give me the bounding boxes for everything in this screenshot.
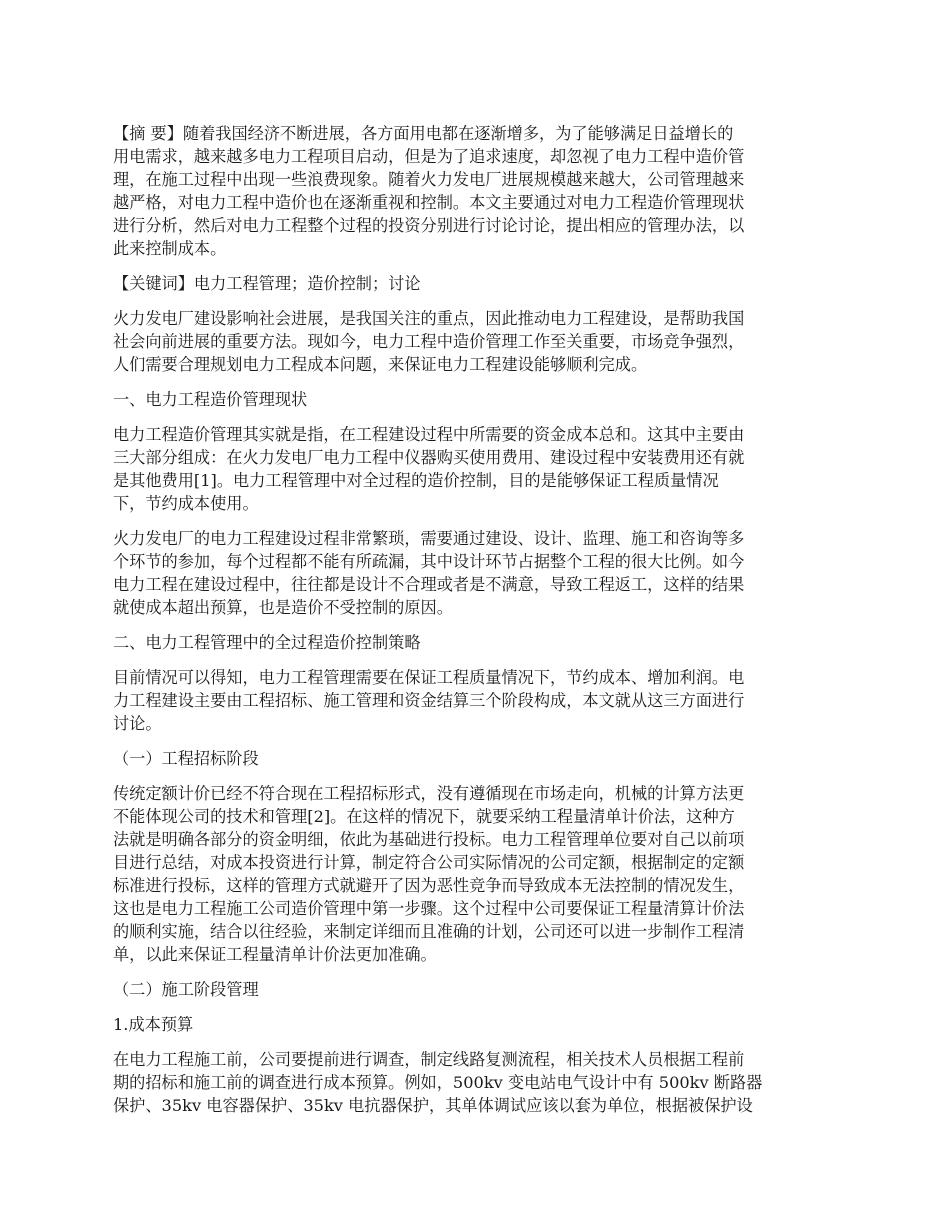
section-1-paragraph-2 bbox=[113, 527, 841, 619]
body-line: 力工程建设主要由工程招标、施工管理和资金结算三个阶段构成，本文就从这三方面进行 bbox=[113, 691, 745, 710]
intro-line: 火力发电厂建设影响社会进展，是我国关注的重点，因此推动电力工程建设，是帮助我国 bbox=[113, 309, 745, 328]
abstract-line: 越严格，对电力工程中造价也在逐渐重视和控制。本文主要通过对电力工程造价管理现状 bbox=[113, 193, 745, 212]
body-line: 保护、35kv 电容器保护、35kv 电抗器保护，其单体调试应该以套为单位，根据被保护设 bbox=[113, 1096, 753, 1115]
item-1-paragraph bbox=[113, 1048, 841, 1117]
intro-paragraph bbox=[113, 307, 841, 376]
body-line: 电力工程造价管理其实就是指，在工程建设过程中所需要的资金成本总和。这其中主要由 bbox=[113, 425, 745, 444]
abstract-line: 此来控制成本。 bbox=[113, 239, 227, 258]
body-line: 不能体现公司的技术和管理[2]。在这样的情况下，就要采纳工程量清单计价法，这种方 bbox=[113, 807, 735, 826]
body-line: 在电力工程施工前，公司要提前进行调查，制定线路复测流程，相关技术人员根据工程前 bbox=[113, 1050, 745, 1069]
abstract-line: 进行分析，然后对电力工程整个过程的投资分别进行讨论讨论，提出相应的管理办法，以 bbox=[113, 216, 745, 235]
subsection-1-paragraph bbox=[113, 782, 841, 966]
section-1-paragraph-1 bbox=[113, 423, 841, 515]
abstract-paragraph bbox=[113, 122, 841, 260]
intro-line: 社会向前进展的重要方法。现如今，电力工程中造价管理工作至关重要，市场竞争强烈， bbox=[113, 332, 745, 351]
intro-line: 人们需要合理规划电力工程成本问题，来保证电力工程建设能够顺利完成。 bbox=[113, 355, 648, 374]
subsection-2-heading: （二）施工阶段管理 bbox=[113, 980, 259, 999]
body-line: 目进行总结，对成本投资进行计算，制定符合公司实际情况的公司定额，根据制定的定额 bbox=[113, 853, 745, 872]
body-line: 的顺利实施，结合以往经验，来制定详细而且准确的计划，公司还可以进一步制作工程清 bbox=[113, 922, 745, 941]
body-line: 下，节约成本使用。 bbox=[113, 494, 259, 513]
section-2-heading: 二、电力工程管理中的全过程造价控制策略 bbox=[113, 633, 421, 652]
body-line: 火力发电厂的电力工程建设过程非常繁琐，需要通过建设、设计、监理、施工和咨询等多 bbox=[113, 529, 745, 548]
body-line: 讨论。 bbox=[113, 714, 162, 733]
body-line: 标准进行投标，这样的管理方式就避开了因为恶性竞争而导致成本无法控制的情况发生， bbox=[113, 876, 745, 895]
abstract-line: 【摘 要】随着我国经济不断进展，各方面用电都在逐渐增多，为了能够满足日益增长的 bbox=[113, 124, 734, 143]
body-line: 目前情况可以得知，电力工程管理需要在保证工程质量情况下，节约成本、增加利润。电 bbox=[113, 668, 745, 687]
item-1-heading: 1.成本预算 bbox=[113, 1015, 194, 1034]
body-line: 三大部分组成：在火力发电厂电力工程中仪器购买使用费用、建设过程中安装费用还有就 bbox=[113, 448, 745, 467]
keywords-paragraph bbox=[113, 272, 841, 295]
body-line: 电力工程在建设过程中，往往都是设计不合理或者是不满意，导致工程返工，这样的结果 bbox=[113, 575, 745, 594]
body-line: 法就是明确各部分的资金明细，依此为基础进行投标。电力工程管理单位要对自己以前项 bbox=[113, 830, 745, 849]
document-page bbox=[113, 122, 841, 1129]
body-line: 传统定额计价已经不符合现在工程招标形式，没有遵循现在市场走向，机械的计算方法更 bbox=[113, 784, 745, 803]
section-1-heading: 一、电力工程造价管理现状 bbox=[113, 390, 308, 409]
body-line: 单，以此来保证工程量清单计价法更加准确。 bbox=[113, 945, 437, 964]
body-line: 个环节的参加，每个过程都不能有所疏漏，其中设计环节占据整个工程的很大比例。如今 bbox=[113, 552, 745, 571]
subsection-1-heading: （一）工程招标阶段 bbox=[113, 749, 259, 768]
section-2-paragraph-1 bbox=[113, 666, 841, 735]
body-line: 是其他费用[1]。电力工程管理中对全过程的造价控制，目的是能够保证工程质量情况 bbox=[113, 471, 719, 490]
keywords-line: 【关键词】电力工程管理；造价控制；讨论 bbox=[113, 274, 421, 293]
abstract-line: 用电需求，越来越多电力工程项目启动，但是为了追求速度，却忽视了电力工程中造价管 bbox=[113, 147, 745, 166]
body-line: 这也是电力工程施工公司造价管理中第一步骤。这个过程中公司要保证工程量清算计价法 bbox=[113, 899, 745, 918]
body-line: 期的招标和施工前的调查进行成本预算。例如，500kv 变电站电气设计中有 500kv 断路器 bbox=[113, 1073, 763, 1092]
body-line: 就使成本超出预算，也是造价不受控制的原因。 bbox=[113, 598, 453, 617]
abstract-line: 理，在施工过程中出现一些浪费现象。随着火力发电厂进展规模越来越大，公司管理越来 bbox=[113, 170, 745, 189]
